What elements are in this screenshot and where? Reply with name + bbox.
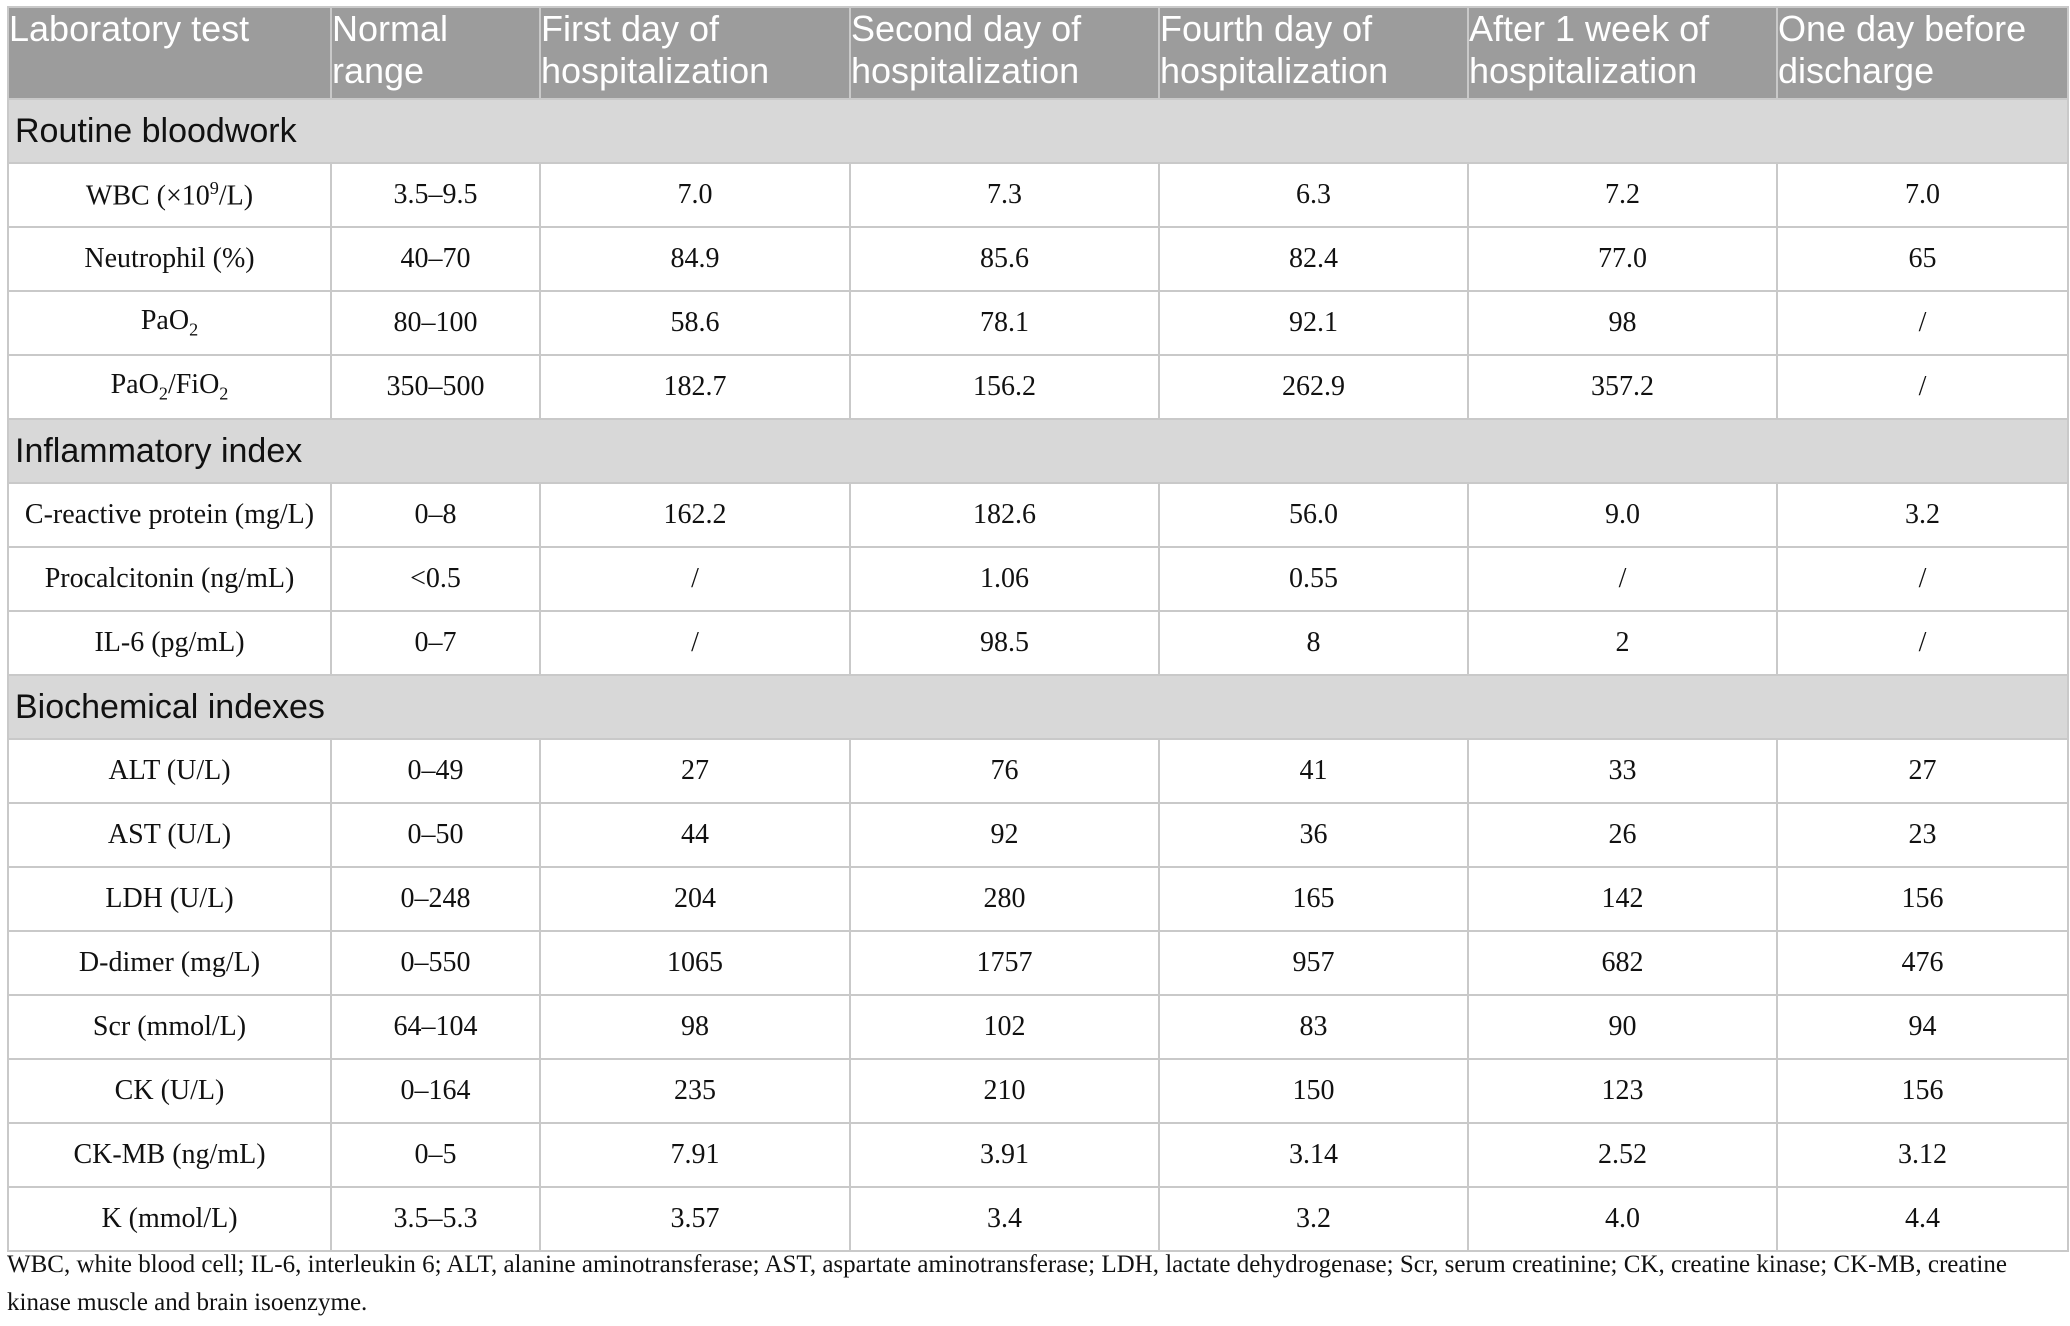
value-cell: 3.91 [850,1123,1159,1187]
table-row [8,227,2068,291]
table-row [8,1123,2068,1187]
column-header: Fourth day of hospitalization [1159,7,1468,99]
value-cell: 84.9 [540,227,850,291]
value-cell: 4.4 [1777,1187,2068,1251]
value-cell: 23 [1777,803,2068,867]
normal-range-cell: 0–248 [331,867,540,931]
value-cell: 82.4 [1159,227,1468,291]
value-cell: 150 [1159,1059,1468,1123]
column-header: After 1 week of hospitalization [1468,7,1777,99]
test-name-cell [8,995,331,1059]
test-name-cell [8,931,331,995]
test-name-cell [8,803,331,867]
value-cell: 41 [1159,739,1468,803]
table-row [8,291,2068,355]
value-cell: 65 [1777,227,2068,291]
value-cell: 27 [1777,739,2068,803]
value-cell: 33 [1468,739,1777,803]
test-name-part: Procalcitonin (ng/mL) [44,563,295,594]
table-body [8,99,2068,1251]
value-cell: 4.0 [1468,1187,1777,1251]
value-cell: 3.4 [850,1187,1159,1251]
value-cell: 7.0 [1777,163,2068,227]
value-cell: 77.0 [1468,227,1777,291]
value-cell: 156.2 [850,355,1159,419]
value-cell: 476 [1777,931,2068,995]
test-name-cell [8,547,331,611]
value-cell: 0.55 [1159,547,1468,611]
normal-range-cell: 0–164 [331,1059,540,1123]
value-cell: 7.3 [850,163,1159,227]
table-row [8,547,2068,611]
test-name-part: ALT (U/L) [108,755,231,786]
value-cell: 8 [1159,611,1468,675]
normal-range-cell: 0–50 [331,803,540,867]
test-name-part: C-reactive protein (mg/L) [24,499,315,530]
test-name-cell [8,227,331,291]
value-cell: 162.2 [540,483,850,547]
header-row [8,7,2068,99]
value-cell: 102 [850,995,1159,1059]
value-cell: 98 [1468,291,1777,355]
table-row [8,355,2068,419]
table-row [8,1187,2068,1251]
test-name-cell [8,1123,331,1187]
lab-results-table [7,6,2069,1252]
test-name-part: Neutrophil (%) [84,243,255,274]
value-cell: 98 [540,995,850,1059]
value-cell: 7.91 [540,1123,850,1187]
value-cell: 2 [1468,611,1777,675]
value-cell: 7.0 [540,163,850,227]
column-header: First day of hospitalization [540,7,850,99]
value-cell: 78.1 [850,291,1159,355]
test-name-part: /FiO [167,369,220,401]
section-title: Biochemical indexes [8,675,2068,739]
test-name-cell [8,163,331,227]
value-cell: / [540,547,850,611]
value-cell: 36 [1159,803,1468,867]
normal-range-cell: 40–70 [331,227,540,291]
test-name-part: PaO [110,369,159,401]
test-name-cell [8,1187,331,1251]
test-name-part: WBC (×10 [85,180,210,212]
section-row [8,675,2068,739]
value-cell: 123 [1468,1059,1777,1123]
normal-range-cell: 0–5 [331,1123,540,1187]
table-footnote: WBC, white blood cell; IL-6, interleukin 6; ALT, alanine aminotransferase; AST, aspartate aminotransferase; LDH, lactate dehydrogenase; Scr, serum creatinine; CK, creatine kinase; CK-MB, creatine kinase muscle and brain isoenzyme. [7,1251,2007,1316]
value-cell: / [1777,611,2068,675]
value-cell: 6.3 [1159,163,1468,227]
test-name-cell [8,291,331,355]
value-cell: 682 [1468,931,1777,995]
normal-range-cell: <0.5 [331,547,540,611]
test-name-part: CK-MB (ng/mL) [73,1139,266,1170]
value-cell: 56.0 [1159,483,1468,547]
table-row [8,483,2068,547]
test-name-part: 2 [189,319,199,340]
value-cell: 94 [1777,995,2068,1059]
test-name-cell [8,355,331,419]
value-cell: 3.2 [1777,483,2068,547]
value-cell: 262.9 [1159,355,1468,419]
table-row [8,867,2068,931]
value-cell: 357.2 [1468,355,1777,419]
test-name-part: 2 [158,383,168,404]
normal-range-cell: 64–104 [331,995,540,1059]
value-cell: 85.6 [850,227,1159,291]
table-row [8,995,2068,1059]
value-cell: 26 [1468,803,1777,867]
value-cell: 957 [1159,931,1468,995]
value-cell: 44 [540,803,850,867]
value-cell: 27 [540,739,850,803]
value-cell: 76 [850,739,1159,803]
test-name-part: AST (U/L) [107,819,232,850]
table-row [8,611,2068,675]
test-name-part: D-dimer (mg/L) [78,947,261,978]
normal-range-cell: 0–49 [331,739,540,803]
normal-range-cell: 3.5–9.5 [331,163,540,227]
value-cell: 2.52 [1468,1123,1777,1187]
value-cell: 58.6 [540,291,850,355]
normal-range-cell: 0–8 [331,483,540,547]
column-header: Normal range [331,7,540,99]
value-cell: 98.5 [850,611,1159,675]
value-cell: 182.7 [540,355,850,419]
test-name-part: Scr (mmol/L) [92,1011,247,1042]
value-cell: 142 [1468,867,1777,931]
value-cell: 3.14 [1159,1123,1468,1187]
table-row [8,931,2068,995]
test-name-cell [8,1059,331,1123]
value-cell: 156 [1777,867,2068,931]
value-cell: 90 [1468,995,1777,1059]
value-cell: 280 [850,867,1159,931]
value-cell: 7.2 [1468,163,1777,227]
test-name-part: K (mmol/L) [101,1203,238,1234]
section-title: Inflammatory index [8,419,2068,483]
value-cell: 3.57 [540,1187,850,1251]
value-cell: 204 [540,867,850,931]
value-cell: 83 [1159,995,1468,1059]
test-name-part: CK (U/L) [114,1075,225,1106]
table-row [8,1059,2068,1123]
value-cell: / [1468,547,1777,611]
column-header: One day before discharge [1777,7,2068,99]
normal-range-cell: 3.5–5.3 [331,1187,540,1251]
value-cell: / [1777,355,2068,419]
value-cell: 156 [1777,1059,2068,1123]
column-header: Second day of hospitalization [850,7,1159,99]
normal-range-cell: 0–7 [331,611,540,675]
normal-range-cell: 0–550 [331,931,540,995]
section-title: Routine bloodwork [8,99,2068,163]
value-cell: / [540,611,850,675]
value-cell: 92.1 [1159,291,1468,355]
column-header: Laboratory test [8,7,331,99]
table-row [8,739,2068,803]
lab-results-table-container [7,6,2067,1252]
value-cell: 1065 [540,931,850,995]
table-header [8,7,2068,99]
value-cell: 92 [850,803,1159,867]
test-name-part: 9 [209,177,219,198]
value-cell: 210 [850,1059,1159,1123]
value-cell: 3.2 [1159,1187,1468,1251]
table-row [8,803,2068,867]
value-cell: 1757 [850,931,1159,995]
section-row [8,419,2068,483]
section-row [8,99,2068,163]
value-cell: 182.6 [850,483,1159,547]
value-cell: 165 [1159,867,1468,931]
test-name-cell [8,611,331,675]
value-cell: 3.12 [1777,1123,2068,1187]
value-cell: 1.06 [850,547,1159,611]
table-row [8,163,2068,227]
value-cell: 235 [540,1059,850,1123]
test-name-part: LDH (U/L) [105,883,234,914]
normal-range-cell: 350–500 [331,355,540,419]
test-name-part: IL-6 (pg/mL) [94,627,245,658]
test-name-cell [8,867,331,931]
test-name-part: /L) [218,180,254,212]
test-name-part: PaO [140,305,190,337]
normal-range-cell: 80–100 [331,291,540,355]
value-cell: 9.0 [1468,483,1777,547]
test-name-cell [8,739,331,803]
test-name-cell [8,483,331,547]
value-cell: / [1777,291,2068,355]
value-cell: / [1777,547,2068,611]
test-name-part: 2 [219,383,229,404]
